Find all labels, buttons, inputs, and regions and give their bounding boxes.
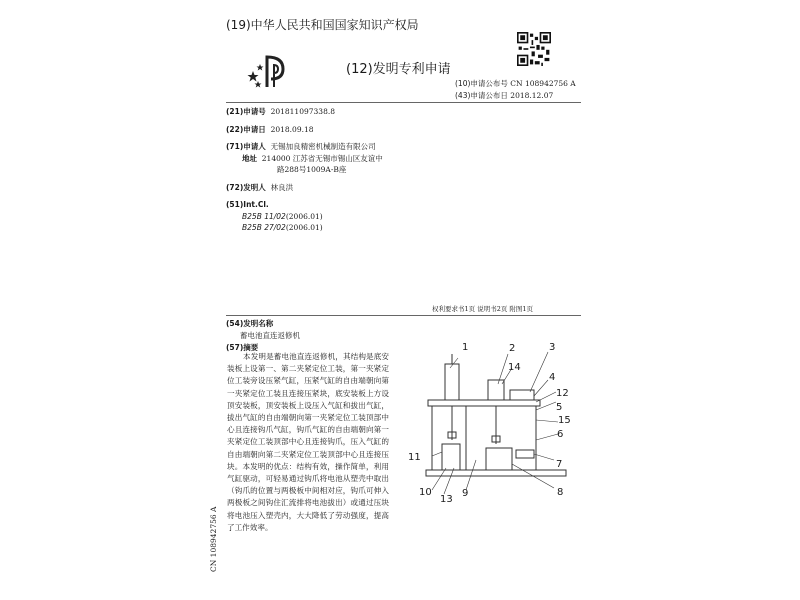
first-clamping-fixture [442, 444, 460, 470]
figure-label: 1 [462, 342, 469, 353]
address-line-1: 214000 江苏省无锡市锡山区友谊中 [261, 153, 383, 163]
biblio-left-column [226, 106, 383, 234]
app-pub-no-label: (10)申请公布号 [455, 79, 508, 88]
address-line-2: 路288号1009A-B座 [277, 165, 347, 174]
compression-cylinder [516, 450, 534, 458]
invention-title: 蓄电池直连返修机 [240, 330, 300, 340]
figure-label: 14 [508, 362, 521, 373]
app-date: 2018.09.18 [270, 124, 314, 134]
abstract-text: 本发明是蓄电池直连返修机，其结构是底安装板上设第一、第二夹紧定位工装，第一夹紧定位工装旁设压紧气缸，压紧气缸的自由端朝向第一夹紧定位工装且连接压紧块，底安装板上方设顶安装板，顶安装板上设压入气缸和拔出气缸，拔出气缸的自由端朝向第一夹紧定位工装顶部中心且连接钩爪气缸，钩爪气缸的自由端朝向第一夹紧定位工装顶部中心且连接钩爪，压入气缸的自由端朝向第二夹紧定位工装顶部中心且连接压块。本发明的优点：结构有效，操作简单，利用气缸驱动，可轻易通过钩爪将电池从塑壳中取出（钩爪的位置与两极板中间相对应，钩爪可伸入两极板之间钩住汇流排将电池拔出）或通过压块将电池压入塑壳内，大大降低了劳动强度，提高了工作效率。 [227, 352, 389, 532]
figure-label: 9 [462, 488, 469, 499]
top-mounting-plate [428, 400, 540, 406]
inventor-label: (72)发明人 [226, 182, 266, 192]
figure-label: 8 [557, 487, 564, 498]
figure-label: 5 [556, 402, 563, 413]
abstract-divider [226, 315, 581, 316]
intcl-version-2: (2006.01) [285, 223, 323, 232]
figure-label: 12 [556, 388, 569, 399]
document-type: (12)发明专利申请 [346, 62, 451, 77]
figure-label: 3 [549, 342, 556, 353]
header-divider [226, 102, 581, 103]
figure-label: 11 [408, 452, 421, 463]
figure-label: 7 [556, 459, 563, 470]
issuing-office: (19)中华人民共和国国家知识产权局 [226, 18, 419, 32]
side-publication-number: CN 108942756 A [209, 506, 218, 572]
intcl-version-1: (2006.01) [285, 211, 323, 221]
inventor-name: 林良洪 [270, 182, 294, 192]
intcl-code-1: B25B 11/02 [242, 211, 286, 221]
pub-date: 2018.12.07 [510, 91, 554, 100]
title-block [226, 318, 300, 354]
intcl-code-2: B25B 27/02 [242, 223, 286, 232]
app-pub-no: CN 108942756 A [510, 79, 576, 88]
intcl-label: (51)Int.Cl. [226, 200, 269, 209]
bottom-mounting-plate [426, 470, 566, 476]
title-label: (54)发明名称 [226, 319, 274, 328]
applicant-name: 无锡加良精密机械制造有限公司 [270, 142, 376, 151]
app-date-label: (22)申请日 [226, 124, 266, 134]
address-label: 地址 [242, 153, 257, 163]
press-in-cylinder [488, 380, 504, 400]
figure-label: 4 [549, 372, 556, 383]
figure-label: 15 [558, 415, 571, 426]
figure-label: 6 [557, 429, 564, 440]
applicant-label: (71)申请人 [226, 142, 266, 151]
cnipa-logo-icon [247, 53, 289, 89]
pub-date-label: (43)申请公布日 [455, 91, 508, 100]
figure-label: 2 [509, 343, 516, 354]
app-no: 201811097338.8 [270, 107, 335, 116]
abstract-label: (57)摘要 [226, 343, 259, 352]
figure-label: 13 [440, 494, 453, 505]
app-no-label: (21)申请号 [226, 107, 266, 116]
pull-out-cylinder [445, 364, 459, 400]
qr-code-icon [517, 32, 551, 66]
second-clamping-fixture [486, 448, 512, 470]
figure-label: 10 [419, 487, 432, 498]
publication-block [455, 78, 576, 102]
pages-info: 权利要求书1页 说明书2页 附图1页 [432, 305, 534, 313]
